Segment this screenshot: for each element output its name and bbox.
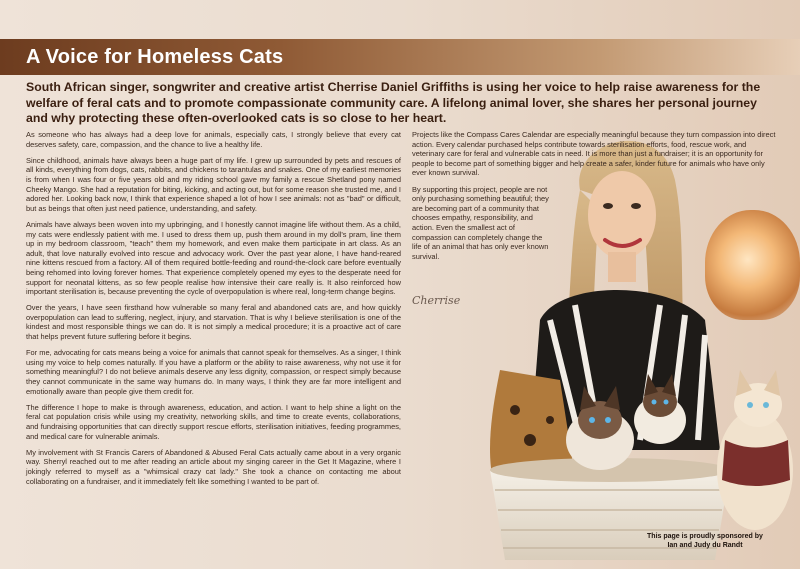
body-paragraph: Projects like the Compass Cares Calendar are especially meaningful because they turn compassion into direct action. Every calendar purchased helps contribute towards sterilisation efforts, food, rescue work, and veterinary care for feral and vulnerable cats in need. It is more than just a fundraiser; it is an opportunity for people to become part of something bigger and help create a safer, kinder future for animals who have only ever known survival.	[412, 130, 776, 178]
body-paragraph: For me, advocating for cats means being a voice for animals that cannot speak for themselves. As a singer, I think using my voice to help comes naturally. If you have a platform or the ability to raise awareness, why not use it for something meaningful? I do not believe animals deserve any less dignity, compassion, or respect simply because they cannot communicate in the same way humans do. In many ways, I think they are far more intelligent and emotionally aware than people give them credit for.	[26, 348, 401, 396]
article-right-column	[412, 130, 777, 268]
body-paragraph: The difference I hope to make is through awareness, education, and action. I want to help shine a light on the feral cat population crisis while using my creativity, networking skills, and time to create events, collaborations, and fundraising opportunities that can directly support rescue efforts, sterilisation initiatives, feeding programmes, and medical care for vulnerable animals.	[26, 402, 401, 441]
title-band	[0, 39, 800, 75]
sponsor-credit	[615, 532, 795, 550]
body-paragraph: As someone who has always had a deep love for animals, especially cats, I strongly believe that every cat deserves safety, care, compassion, and the chance to live a healthy life.	[26, 130, 401, 149]
signature: Cherrise	[412, 294, 461, 307]
sponsor-line: This page is proudly sponsored by	[647, 533, 763, 540]
page-title: A Voice for Homeless Cats	[26, 46, 284, 68]
article-left-column	[26, 130, 401, 493]
body-paragraph: My involvement with St Francis Carers of Abandoned & Abused Feral Cats actually came about in a very organic way. Sherryl reached out to me after reading an article about my singing career in the Get It Magazine, where I jokingly referred to myself as a "whimsical crazy cat lady." She took a chance on contacting me about collaborating on a fundraiser, and it immediately felt like something I wanted to be part of.	[26, 447, 401, 486]
body-paragraph: Since childhood, animals have always been a huge part of my life. I grew up surrounded by pets and rescues of all kinds, everything from dogs, cats, rabbits, and chickens to tarantulas and snakes. One of my earliest memories is from when I was four or five years old and my riding school gave my family a rescue Shetland pony named Cheeky Mango. She had a reputation for biting, kicking, and acting out, but for some reason she trusted me, and I adored her. Looking back now, I think that experience shaped a lot of how I see animals: not as "bad" or difficult, but as beings that often just need patience, understanding, and safety.	[26, 155, 401, 213]
body-paragraph: Animals have always been woven into my upbringing, and I honestly cannot imagine life without them. As a child, my cats were endlessly patient with me. I used to dress them up, push them around in my doll's pram, line them up in my bedroom classroom, "teach" them my homework, and even make them participate in art class. As an adult, that love naturally evolved into rescue and advocacy work. Over the past year alone, I have hand-reared nine kittens rescued from a factory. All of them required bottle-feeding and round-the-clock care before eventually being rehomed into loving forever homes. That experience completely opened my eyes to the desperate need for support for neonatal kittens, as so few people realise how intensive their care really is. It also reinforced how important sterilisation is, because preventing the cycle of overpopulation is where real, long-term change begins.	[26, 219, 401, 297]
body-paragraph: Over the years, I have seen firsthand how vulnerable so many feral and abandoned cats are, and how quickly overpopulation can lead to suffering, neglect, injury, and starvation. That is why I believe sterilisation is one of the kindest and most responsible things we can do. It is not simply a medical procedure; it is a proactive act of care that helps prevent future suffering before it begins.	[26, 303, 401, 342]
intro-paragraph: South African singer, songwriter and creative artist Cherrise Daniel Griffiths is using her voice to help raise awareness for the welfare of feral cats and to promote compassionate community care. A lifelong animal lover, she shares her personal journey and why protecting these often-overlooked cats is so close to her heart.	[26, 80, 761, 126]
body-paragraph: By supporting this project, people are not only purchasing something beautiful; they are becoming part of a community that chooses empathy, responsibility, and action. Even the smallest act of compassion can completely change the life of an animal that has only ever known survival.	[412, 184, 549, 261]
sponsor-names: Ian and Judy du Randt	[667, 542, 743, 549]
